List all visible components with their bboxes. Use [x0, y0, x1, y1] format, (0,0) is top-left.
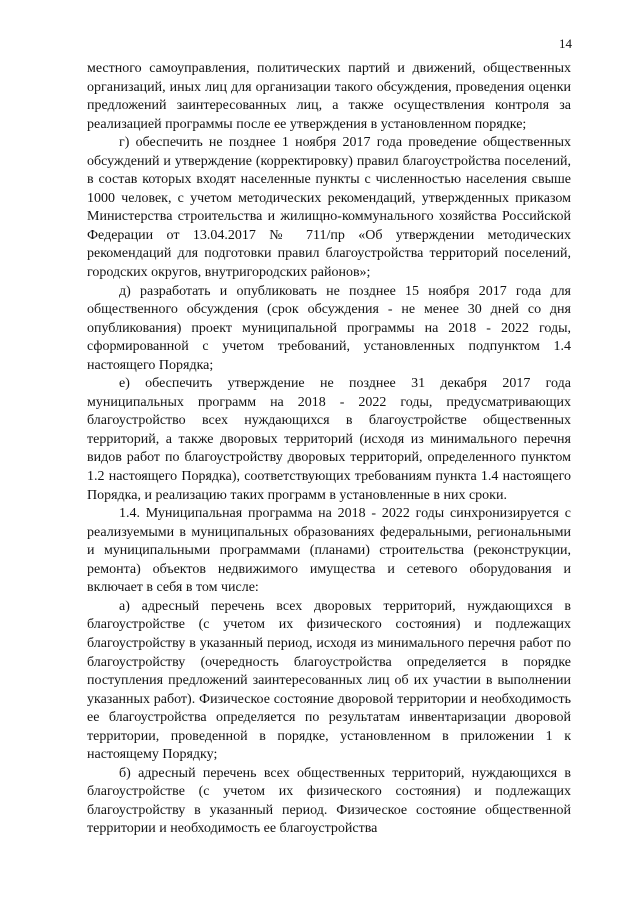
page-number: 14	[559, 36, 572, 51]
paragraph-item-b: б) адресный перечень всех общественных территорий, нуждающихся в благоустройстве (с учетом их физического состояния) и подлежащих благоустройству в указанный период. Физическое состояние общественной территории и необходимость ее благоустройства	[87, 765, 571, 837]
paragraph-item-e: е) обеспечить утверждение не позднее 31 декабря 2017 года муниципальных программ на 2018 - 2022 годы, предусматривающих благоустройство всех нуждающихся в благоустройстве общественных территорий, а также дворовых территорий (исходя из минимального перечня видов работ по благоустройству дворовых территорий, определенного пунктом 1.2 настоящего Порядка), соответствующих требованиям пункта 1.4 настоящего Порядка, и реализацию таких программ в установленные в них сроки.	[87, 376, 571, 503]
paragraph-item-a: а) адресный перечень всех дворовых территорий, нуждающихся в благоустройстве (с учетом их физического состояния) и подлежащих благоустройству в указанный период, исходя из минимального перечня работ по благоустройству (очередность благоустройства определяется в порядке поступления предложений заинтересованных лиц об их участии в выполнении указанных работ). Физическое состояние дворовой территории и необходимость ее благоустройства определяется по результатам инвентаризации дворовой территории, проведенной в порядке, установленном в приложении 1 к настоящему Порядку;	[87, 598, 571, 763]
document-body	[87, 60, 571, 839]
paragraph-continuation: местного самоуправления, политических партий и движений, общественных организаций, иных лиц для организации такого обсуждения, проведения оценки предложений заинтересованных лиц, а также осуществления контроля за реализацией программы после ее утверждения в установленном порядке;	[87, 61, 571, 132]
paragraph-section-1-4: 1.4. Муниципальная программа на 2018 - 2022 годы синхронизируется с реализуемыми в муниципальных образованиях федеральными, региональными и муниципальными программами (планами) строительства (реконструкции, ремонта) объектов недвижимого имущества и сетевого оборудования и включает в себя в том числе:	[87, 506, 571, 596]
paragraph-item-d: д) разработать и опубликовать не позднее 15 ноября 2017 года для общественного обсуждения (срок обсуждения - не менее 30 дней со дня опубликования) проект муниципальной программы на 2018 - 2022 годы, сформированной с учетом требований, установленных подпунктом 1.4 настоящего Порядка;	[87, 283, 571, 373]
paragraph-item-g: г) обеспечить не позднее 1 ноября 2017 года проведение общественных обсуждений и утверждение (корректировку) правил благоустройства поселений, в состав которых входят населенные пункты с численностью населения свыше 1000 человек, с учетом методических рекомендаций, утвержденных приказом Министерства строительства и жилищно-коммунального хозяйства Российской Федерации от 13.04.2017 № 711/пр «Об утверждении методических рекомендаций для подготовки правил благоустройства территорий поселений, городских округов, внутригородских районов»;	[87, 135, 571, 281]
